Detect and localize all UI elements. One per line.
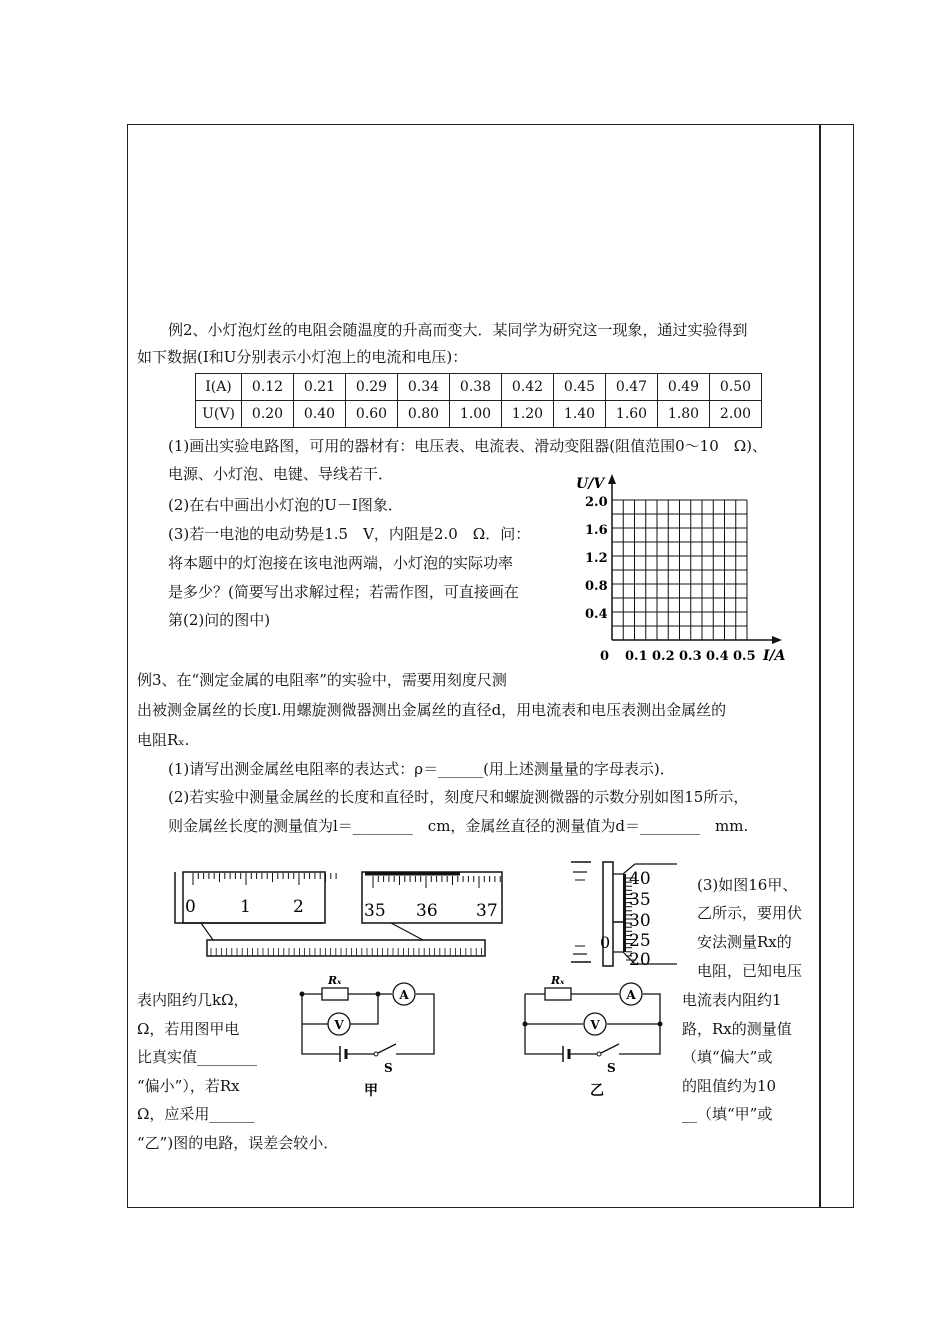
ex2-q3-line3: 是多少？(简要写出求解过程；若需作图，可直接画在	[168, 583, 519, 601]
ex2-q3-line4: 第(2)问的图中)	[168, 611, 271, 629]
table-cell: 0.49	[658, 374, 710, 401]
ruler-tick-label: 0	[185, 897, 196, 917]
micrometer-tick-label: 40	[629, 869, 651, 889]
circuit-a-label: 甲	[364, 1083, 378, 1099]
ruler-tick-label: 35	[364, 901, 386, 921]
ruler-tick-label: 1	[240, 897, 251, 917]
ruler-bar-ticks	[211, 948, 481, 956]
x-axis-arrow	[772, 636, 782, 644]
table-cell: 0.34	[398, 374, 450, 401]
table-cell: 0.38	[450, 374, 502, 401]
micrometer-tick-label: 35	[629, 890, 651, 910]
ex3-line2: 出被测金属丝的长度l.用螺旋测微器测出金属丝的直径d，用电流表和电压表测出金属丝的	[137, 701, 727, 719]
ex3-line1: 例3、在“测定金属的电阻率”的实验中，需要用刻度尺测	[137, 671, 507, 689]
q3-right-line4: 电阻，已知电压	[697, 962, 803, 980]
q3-right-line9: __（填“甲”或	[682, 1105, 773, 1123]
q3-left-line6: “乙”)图的电路，误差会较小．	[137, 1134, 339, 1152]
ruler-tick-label: 2	[293, 897, 304, 917]
circuit-a-figure	[292, 972, 442, 1100]
voltmeter-label: V	[590, 1018, 600, 1032]
micrometer-tick-label: 25	[629, 931, 651, 951]
q3-right-line1: (3)如图16甲、	[697, 876, 798, 894]
micrometer-tick-label: 30	[629, 911, 651, 931]
table-cell: 0.50	[710, 374, 762, 401]
table-cell: 0.40	[294, 401, 346, 428]
x-tick-label: 0	[600, 649, 610, 664]
ex2-q3-line1: (3)若一电池的电动势是1.5 V，内阻是2.0 Ω．问：	[168, 525, 531, 543]
table-header-i: I(A)	[196, 374, 242, 401]
q3-left-line2: Ω，若用图甲电	[137, 1020, 240, 1038]
junction-dot	[300, 992, 305, 997]
micrometer-figure	[565, 858, 685, 970]
table-cell: 1.80	[658, 401, 710, 428]
q3-right-line7: （填“偏大”或	[682, 1048, 773, 1066]
micrometer-tick-label: 20	[629, 950, 651, 970]
iu-data-table	[195, 373, 762, 428]
switch-pivot	[374, 1052, 378, 1056]
table-header-u: U(V)	[196, 401, 242, 428]
rx-resistor	[322, 988, 348, 1000]
switch-label: S	[384, 1061, 393, 1075]
table-cell: 0.12	[242, 374, 294, 401]
table-cell: 1.00	[450, 401, 502, 428]
x-tick-label: 0.5	[733, 649, 756, 664]
q3-left-line3: 比真实值________	[137, 1048, 258, 1066]
micrometer-zero-label: 0	[600, 933, 611, 952]
x-tick-label: 0.4	[706, 649, 729, 664]
ex2-q1-line1: (1)画出实验电路图，可用的器材有：电压表、电流表、滑动变阻器(阻值范围0～10 Ω)、	[168, 437, 768, 455]
table-cell: 0.21	[294, 374, 346, 401]
table-cell: 0.45	[554, 374, 606, 401]
switch-lever	[378, 1044, 396, 1053]
junction-dot	[523, 1022, 528, 1027]
ruler-right-ticks	[373, 876, 500, 888]
table-cell: 0.47	[606, 374, 658, 401]
y-tick-label: 2.0	[585, 495, 608, 510]
q3-left-line5: Ω，应采用______	[137, 1105, 255, 1123]
table-cell: 1.20	[502, 401, 554, 428]
table-cell: 1.60	[606, 401, 658, 428]
q3-right-line8: 的阻值约为10	[682, 1077, 777, 1095]
junction-dot	[658, 1022, 663, 1027]
table-cell: 2.00	[710, 401, 762, 428]
rx-label: Rₓ	[551, 974, 565, 987]
x-axis-label: I/A	[763, 648, 786, 664]
ruler-figure	[165, 868, 498, 960]
voltmeter-label: V	[334, 1018, 344, 1032]
ammeter-label: A	[626, 988, 636, 1002]
table-cell: 0.42	[502, 374, 554, 401]
ex2-q3-line2: 将本题中的灯泡接在该电池两端，小灯泡的实际功率	[168, 554, 514, 572]
ex3-q2-line1: (2)若实验中测量金属丝的长度和直径时，刻度尺和螺旋测微器的示数分别如图15所示，	[168, 788, 749, 806]
x-tick-label: 0.3	[679, 649, 702, 664]
table-cell: 0.20	[242, 401, 294, 428]
ex2-q2: (2)在右中画出小灯泡的U－I图象．	[168, 496, 403, 514]
y-tick-label: 0.8	[585, 579, 608, 594]
ex3-q1: (1)请写出测金属丝电阻率的表达式：ρ＝______(用上述测量量的字母表示)．	[168, 760, 675, 778]
ui-grid-figure	[570, 470, 800, 670]
ex3-line3: 电阻Rₓ.	[137, 731, 190, 749]
table-cell: 1.40	[554, 401, 606, 428]
q3-right-line5: 电流表内阻约1	[682, 991, 782, 1009]
y-tick-label: 1.6	[585, 523, 608, 538]
ex2-intro-line2: 如下数据(I和U分别表示小灯泡上的电流和电压)：	[137, 348, 468, 366]
x-tick-label: 0.2	[652, 649, 675, 664]
table-cell: 0.80	[398, 401, 450, 428]
circuit-b-label: 乙	[590, 1083, 604, 1099]
switch-pivot	[597, 1052, 601, 1056]
ex2-intro-line1: 例2、小灯泡灯丝的电阻会随温度的升高而变大．某同学为研究这一现象，通过实验得到	[168, 321, 748, 339]
table-row-current	[196, 374, 762, 401]
table-row-voltage	[196, 401, 762, 428]
y-axis-arrow	[608, 474, 616, 484]
switch-lever	[601, 1044, 619, 1053]
rx-resistor	[545, 988, 571, 1000]
table-cell: 0.29	[346, 374, 398, 401]
q3-left-line4: “偏小”），若Rx	[137, 1077, 240, 1095]
ruler-tick-label: 37	[476, 901, 498, 921]
ex2-q1-line2: 电源、小灯泡、电键、导线若干．	[168, 465, 394, 483]
ruler-pointer-lines	[201, 923, 423, 940]
ammeter-label: A	[399, 988, 409, 1002]
table-cell: 0.60	[346, 401, 398, 428]
y-axis-label: U/V	[576, 476, 605, 492]
y-tick-label: 1.2	[585, 551, 608, 566]
circuit-b-figure	[515, 972, 675, 1100]
ruler-tick-label: 36	[416, 901, 438, 921]
side-column-divider	[819, 124, 821, 1208]
ex3-q2-line2: 则金属丝长度的测量值为l＝________ cm，金属丝直径的测量值为d＝________ mm.	[168, 817, 749, 835]
q3-right-line6: 路，Rx的测量值	[682, 1020, 792, 1038]
rx-label: Rₓ	[328, 974, 342, 987]
ruler-left-ticks	[193, 873, 336, 885]
x-tick-label: 0.1	[625, 649, 648, 664]
switch-label: S	[607, 1061, 616, 1075]
q3-right-line3: 安法测量Rx的	[697, 933, 792, 951]
grid-lines	[612, 500, 747, 640]
q3-left-line1: 表内阻约几kΩ，	[137, 991, 249, 1009]
y-tick-label: 0.4	[585, 607, 608, 622]
micrometer-thimble	[623, 874, 626, 952]
q3-right-line2: 乙所示，要用伏	[697, 904, 803, 922]
